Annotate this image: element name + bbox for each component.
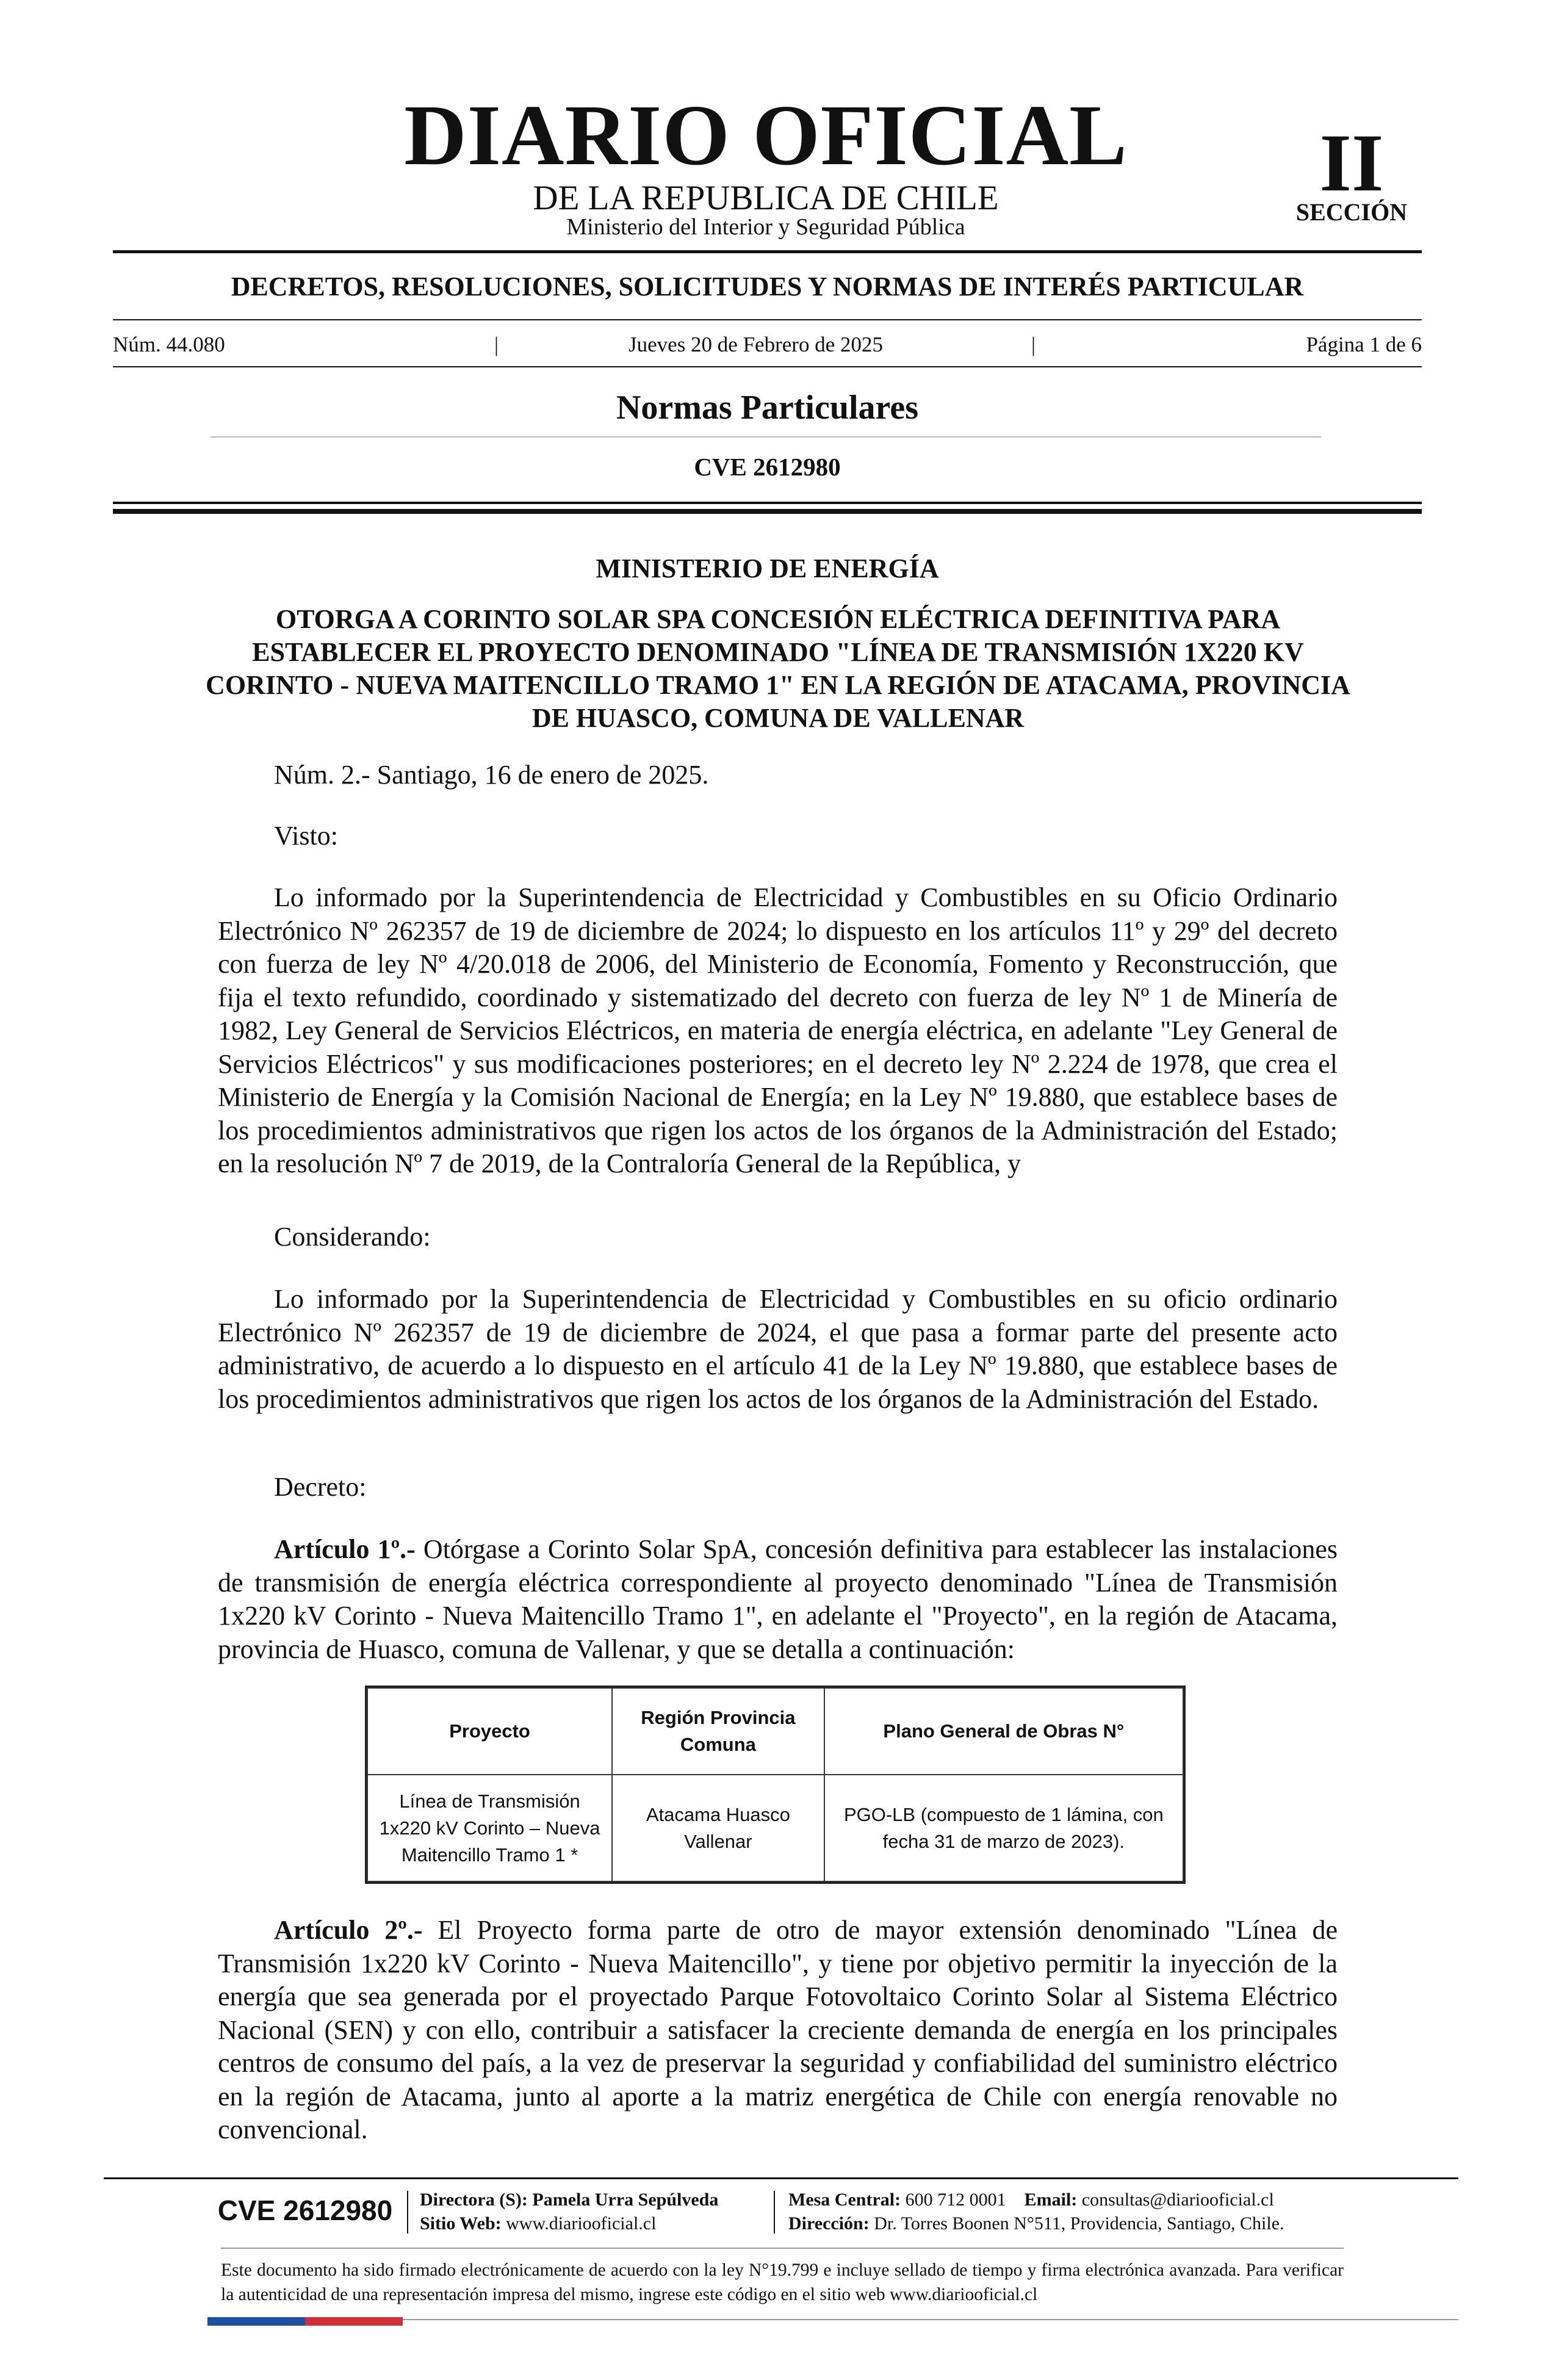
footer-website: Sitio Web: www.diariooficial.cl	[420, 2213, 657, 2234]
masthead-rule	[113, 250, 1422, 253]
footer-directora: Directora (S): Pamela Urra Sepúlveda	[420, 2190, 719, 2210]
visto-paragraph: Lo informado por la Superintendencia de Electricidad y Combustibles en su Oficio Ordinario Electrónico Nº 262357 de 19 de diciembre de 2024; lo dispuesto en los artículos 11º y 29º del decreto con fuerza de ley Nº 4/20.018 de 2006, del Ministerio de Economía, Fomento y Reconstrucción, que fija el texto refundido, coordinado y sistematizado del decreto con fuerza de ley Nº 1 de Minería de 1982, Ley General de Servicios Eléctricos, en materia de energía eléctrica, en adelante "Ley General de Servicios Eléctricos" y sus modificaciones posteriores; en el decreto ley Nº 2.224 de 1978, que crea el Ministerio de Energía y la Comisión Nacional de Energía; en la Ley Nº 19.880, que establece bases de los procedimientos administrativos que rigen los actos de los órganos de la Administración del Estado; en la resolución Nº 7 de 2019, de la Contraloría General de la República, y	[218, 882, 1338, 1178]
footer-cve-code: CVE 2612980	[217, 2194, 393, 2226]
table-header: Región Provincia Comuna	[612, 1688, 824, 1775]
issue-separator: |	[1031, 333, 1036, 356]
article-2-label: Artículo 2º.-	[274, 1915, 423, 1945]
section-banner: DECRETOS, RESOLUCIONES, SOLICITUDES Y NORMAS DE INTERÉS PARTICULAR	[231, 272, 1304, 301]
footer-address: Dirección: Dr. Torres Boonen N°511, Providencia, Santiago, Chile.	[788, 2213, 1284, 2234]
masthead-ministry: Ministerio del Interior y Seguridad Pública	[566, 214, 965, 240]
cve-code: CVE 2612980	[694, 453, 841, 481]
table-cell-region: Atacama Huasco Vallenar	[612, 1775, 824, 1881]
footer-divider	[407, 2191, 408, 2234]
page-indicator: Página 1 de 6	[1306, 333, 1422, 356]
document-title: OTORGA A CORINTO SOLAR SPA CONCESIÓN ELÉCTRICA DEFINITIVA PARA ESTABLECER EL PROYECTO DENOMINADO "LÍNEA DE TRANSMISIÓN 1X220 KV CORINTO - NUEVA MAITENCILLO TRAMO 1" EN LA REGIÓN DE ATACAMA, PROVINCIA DE HUASCO, COMUNA DE VALLENAR	[206, 604, 1350, 733]
footer-mesa-email: Mesa Central: 600 712 0001 Email: consultas@diariooficial.cl	[788, 2190, 1274, 2210]
document-ministry: MINISTERIO DE ENERGÍA	[596, 554, 939, 583]
table-cell-plano: PGO-LB (compuesto de 1 lámina, con fecha 31 de marzo de 2023).	[824, 1775, 1183, 1881]
section-title-rule	[211, 436, 1321, 438]
project-table	[365, 1686, 1186, 1884]
table-cell-proyecto: Línea de Transmisión 1x220 kV Corinto – Nueva Maitencillo Tramo 1 *	[367, 1775, 612, 1881]
considerando-paragraph: Lo informado por la Superintendencia de Electricidad y Combustibles en su oficio ordinario Electrónico Nº 262357 de 19 de diciembre de 2024, el que pasa a formar parte del presente acto administrativo, de acuerdo a lo dispuesto en el artículo 41 de la Ley Nº 19.880, que establece bases de los procedimientos administrativos que rigen los actos de los órganos de la Administración del Estado.	[218, 1284, 1338, 1414]
email-link[interactable]: consultas@diariooficial.cl	[1081, 2190, 1274, 2210]
table-header: Plano General de Obras N°	[824, 1688, 1183, 1775]
issue-separator: |	[494, 333, 499, 356]
article-2-text: El Proyecto forma parte de otro de mayor extensión denominado "Línea de Transmisión 1x220 kV Corinto - Nueva Maitencillo", y tiene por objetivo permitir la inyección de la energía que sea generada por el proyectado Parque Fotovoltaico Corinto Solar al Sistema Eléctrico Nacional (SEN) y con ello, contribuir a satisfacer la creciente demanda de energía en los principales centros de consumo del país, a la vez de preservar la seguridad y confiabilidad del suministro eléctrico en la región de Atacama, junto al aporte a la matriz energética de Chile con energía renovable no convencional.	[218, 1915, 1338, 2144]
footer-rule	[104, 2177, 1458, 2179]
article-2	[218, 1914, 1338, 2147]
issue-number: Núm. 44.080	[113, 333, 225, 356]
article-1-label: Artículo 1º.-	[274, 1534, 416, 1564]
masthead-title: DIARIO OFICIAL	[404, 87, 1128, 183]
section-title: Normas Particulares	[616, 389, 919, 427]
banner-rule	[113, 319, 1422, 320]
decreto-label: Decreto:	[274, 1472, 367, 1502]
issue-date: Jueves 20 de Febrero de 2025	[629, 333, 883, 356]
section-label: SECCIÓN	[1295, 198, 1408, 226]
flag-stripe-red	[305, 2317, 403, 2326]
website-link[interactable]: www.diariooficial.cl	[506, 2213, 657, 2234]
issue-rule	[113, 366, 1422, 367]
table-header: Proyecto	[367, 1688, 612, 1775]
section-number: II	[1319, 118, 1384, 209]
visto-label: Visto:	[274, 821, 338, 851]
header-double-rule-top	[113, 502, 1422, 504]
issue-info-row	[113, 333, 1422, 361]
table-row	[367, 1775, 1183, 1881]
header-double-rule-bottom	[113, 509, 1422, 514]
masthead-subtitle: DE LA REPUBLICA DE CHILE	[533, 179, 999, 217]
footer-divider	[774, 2191, 775, 2234]
decree-number: Núm. 2.- Santiago, 16 de enero de 2025.	[274, 760, 709, 790]
article-1-text: Otórgase a Corinto Solar SpA, concesión definitiva para establecer las instalaciones de transmisión de energía eléctrica correspondiente al proyecto denominado "Línea de Transmisión 1x220 kV Corinto - Nueva Maitencillo Tramo 1", en adelante el "Proyecto", en la región de Atacama, provincia de Huasco, comuna de Vallenar, y que se detalla a continuación:	[218, 1534, 1338, 1664]
considerando-label: Considerando:	[274, 1222, 431, 1252]
article-1	[218, 1533, 1338, 1666]
footer-note-rule	[221, 2248, 1344, 2249]
flag-stripe-blue	[207, 2317, 305, 2326]
footer-legal-note: Este documento ha sido firmado electrónicamente de acuerdo con la ley N°19.799 e incluye sellado de tiempo y firma electrónica avanzada. Para verificar la autenticidad de una representación impresa del mismo, ingrese este código en el sitio web www.diariooficial.cl	[221, 2260, 1344, 2304]
